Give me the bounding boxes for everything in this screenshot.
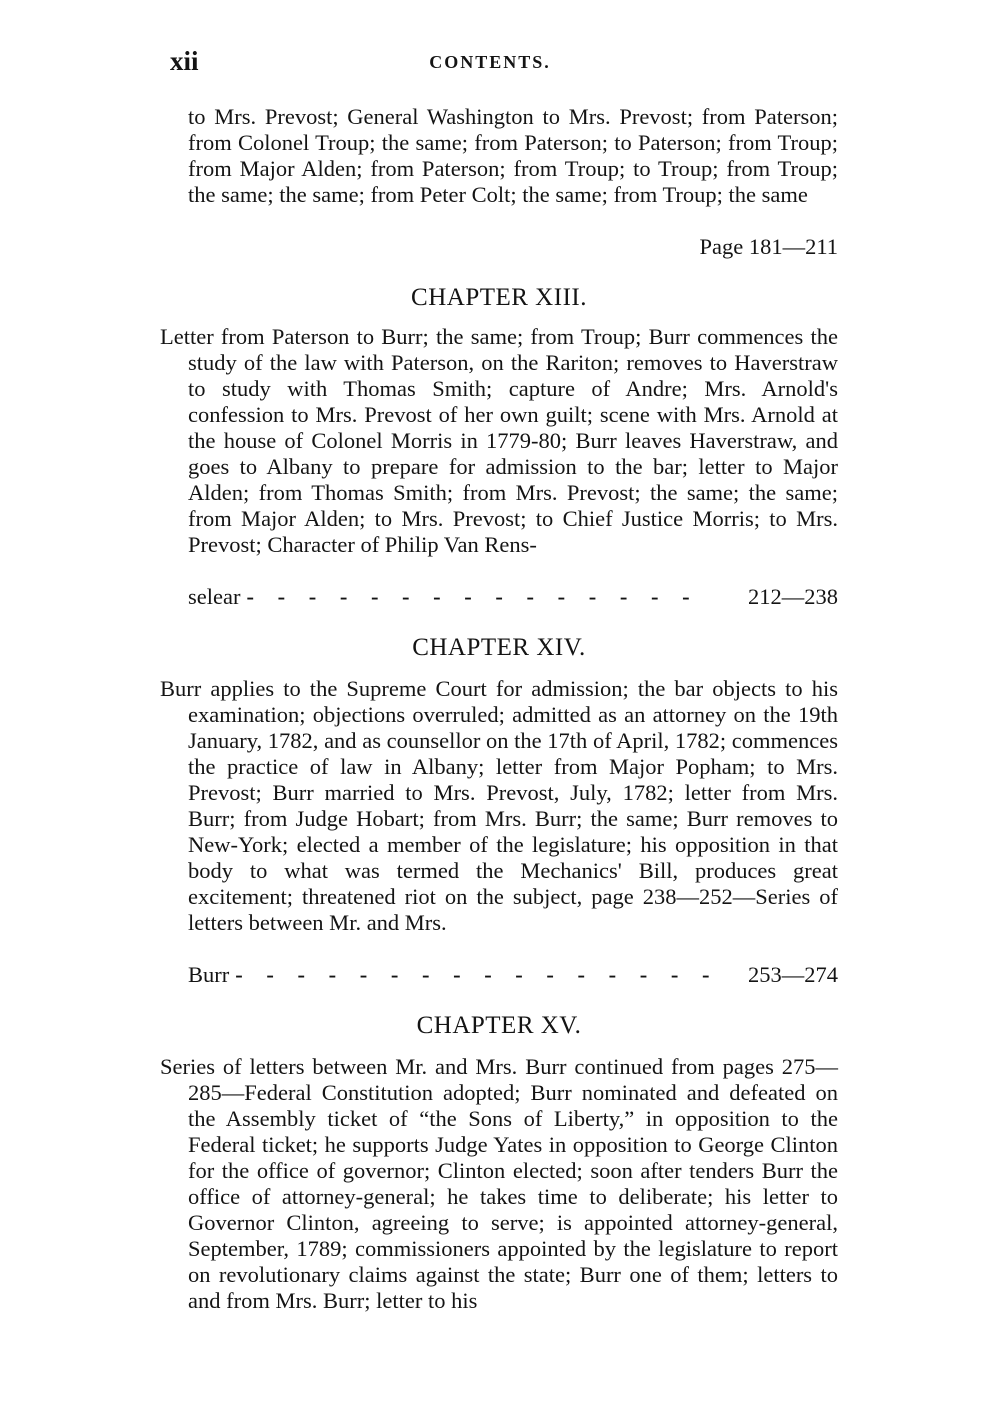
chapter-xiii-leader-dots: - - - - - - - - - - - - - - - [246,584,699,609]
chapter-xiv-heading: CHAPTER XIV. [412,634,586,661]
chapter-xv-summary [160,1054,838,1314]
chapter-xiv-range-line [188,962,838,988]
chapter-xiv-summary-text: Burr applies to the Supreme Court for admission; the bar objects to his examination; objections overruled; admitted as an attorney on the 19th January, 1782, and as counsellor on the 17th of April, 1782; commences the practice of law in Albany; letter from Major Popham; to Mrs. Prevost; Burr married to Mrs. Prevost, July, 1782; letter from Mrs. Burr; from Judge Hobart; from Mrs. Burr; the same; Burr removes to New-York; elected a member of the legislature; his opposition in that body to what was termed the Mechanics' Bill, produces great excitement; threatened riot on the subject, page 238—252—Series of letters between Mr. and Mrs. [160,676,838,935]
chapter-xii-page-range: Page 181—211 [699,234,838,259]
chapter-xii-summary-continued [160,104,838,208]
chapter-xiv-page-range: 253—274 [748,962,838,987]
chapter-xiii-summary [160,324,838,558]
chapter-xiii-page-range: 212—238 [748,584,838,609]
page-number: xii [170,46,199,76]
chapter-xv-summary-text: Series of letters between Mr. and Mrs. Burr continued from pages 275—285—Federal Constitution adopted; Burr nominated and defeated on the Assembly ticket of “the Sons of Liberty,” in opposition to the Federal ticket; he supports Judge Yates in opposition to George Clinton for the office of governor; Clinton elected; soon after tenders Burr the office of attorney-general; he takes time to deliberate; his letter to Governor Clinton, agreeing to serve; is appointed attorney-general, September, 1789; commissioners appointed by the legislature to report on revolutionary claims against the state; Burr one of them; letters to and from Mrs. Burr; letter to his [160,1054,838,1313]
chapter-xv-heading: CHAPTER XV. [416,1012,582,1039]
chapter-xii-summary-text: to Mrs. Prevost; General Washington to Mrs. Prevost; from Paterson; from Colonel Troup; the same; from Paterson; to Paterson; from Troup; from Major Alden; from Paterson; from Troup; to Troup; from Troup; the same; the same; from Peter Colt; the same; from Troup; the same [188,104,838,207]
chapter-xiv-summary [160,676,838,936]
running-head [170,46,840,82]
running-title: CONTENTS. [429,52,551,72]
chapter-xiv-leader-dots: - - - - - - - - - - - - - - - - [235,962,719,987]
chapter-xiii-range-line [188,584,838,610]
chapter-xiii-last-line: selear [188,584,241,609]
chapter-xiii-summary-text: Letter from Paterson to Burr; the same; from Troup; Burr commences the study of the law with Paterson, on the Rariton; removes to Haverstraw to study with Thomas Smith; capture of Andre; Mrs. Arnold's confession to Mrs. Prevost of her own guilt; scene with Mrs. Arnold at the house of Colonel Morris in 1779-80; Burr leaves Haverstraw, and goes to Albany to prepare for admission to the bar; letter to Major Alden; from Thomas Smith; from Mrs. Prevost; the same; the same; from Major Alden; to Mrs. Prevost; to Chief Justice Morris; to Mrs. Prevost; Character of Philip Van Rens- [160,324,838,557]
chapter-xiv-last-line: Burr [188,962,230,987]
chapter-xiii-heading: CHAPTER XIII. [411,284,587,311]
